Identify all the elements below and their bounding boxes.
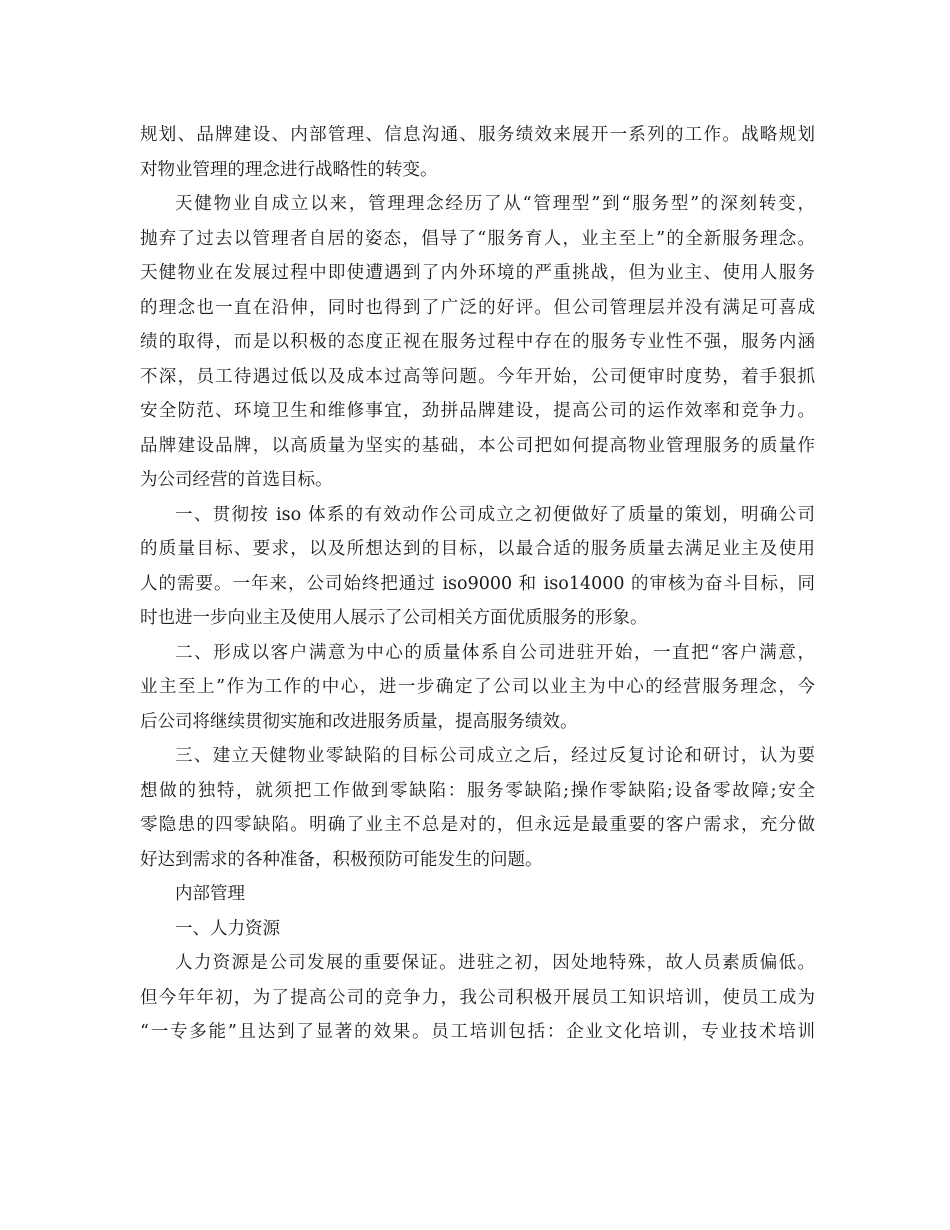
text-line: 零隐患的四零缺陷。明确了业主不总是对的，但永远是最重要的客户需求，充分做 [140,815,815,835]
text-line: 好达到需求的各种准备，积极预防可能发生的问题。 [140,849,543,870]
text-line: 品牌建设品牌，以高质量为坚实的基础，本公司把如何提高物业管理服务的质量作 [140,435,815,456]
text-line: 想做的独特，就须把工作做到零缺陷：服务零缺陷;操作零缺陷;设备零故障;安全 [140,780,815,801]
text-line: 二、形成以客户满意为中心的质量体系自公司进驻开始，一直把“客户满意， [175,642,815,663]
text-line: 业主至上”作为工作的中心，进一步确定了公司以业主为中心的经营服务理念，今 [140,677,815,697]
text-line: 人的需要。一年来，公司始终把通过 iso9000 和 iso14000 的审核为奋斗目标，同 [140,573,815,594]
text-line: 的质量目标、要求，以及所想达到的目标，以最合适的服务质量去满足业主及使用 [140,539,815,559]
text-line: 天健物业在发展过程中即使遭遇到了内外环境的严重挑战，但为业主、使用人服务 [140,263,815,283]
text-line: “一专多能”且达到了显著的效果。员工培训包括：企业文化培训，专业技术培训 [140,1022,815,1042]
text-line: 一、贯彻按 iso 体系的有效动作公司成立之初便做好了质量的策划，明确公司 [175,504,815,525]
text-line: 一、人力资源 [175,918,280,939]
text-line: 天健物业自成立以来，管理理念经历了从“管理型”到“服务型”的深刻转变， [175,194,815,214]
text-line: 不深，员工待遇过低以及成本过高等问题。今年开始，公司便审时度势，着手狠抓 [140,366,815,387]
text-line: 对物业管理的理念进行战略性的转变。 [140,159,438,180]
text-line: 但今年年初，为了提高公司的竞争力，我公司积极开展员工知识培训，使员工成为 [140,987,815,1008]
text-line: 后公司将继续贯彻实施和改进服务质量，提高服务绩效。 [140,711,578,732]
text-line: 三、建立天健物业零缺陷的目标公司成立之后，经过反复讨论和研讨，认为要 [175,746,815,766]
text-line: 的理念也一直在沿伸，同时也得到了广泛的好评。但公司管理层并没有满足可喜成 [140,297,815,318]
text-line: 抛弃了过去以管理者自居的姿态，倡导了“服务育人，业主至上”的全新服务理念。 [140,228,815,249]
text-line: 绩的取得，而是以积极的态度正视在服务过程中存在的服务专业性不强，服务内涵 [140,332,815,352]
text-line: 内部管理 [175,884,245,904]
text-line: 人力资源是公司发展的重要保证。进驻之初，因处地特殊，故人员素质偏低。 [175,953,815,973]
text-line: 时也进一步向业主及使用人展示了公司相关方面优质服务的形象。 [140,608,648,628]
text-line: 安全防范、环境卫生和维修事宜，劲拼品牌建设，提高公司的运作效率和竞争力。 [140,401,815,421]
text-line: 为公司经营的首选目标。 [140,470,333,490]
document-body [140,118,815,1050]
text-line: 规划、品牌建设、内部管理、信息沟通、服务绩效来展开一系列的工作。战略规划 [140,125,815,145]
